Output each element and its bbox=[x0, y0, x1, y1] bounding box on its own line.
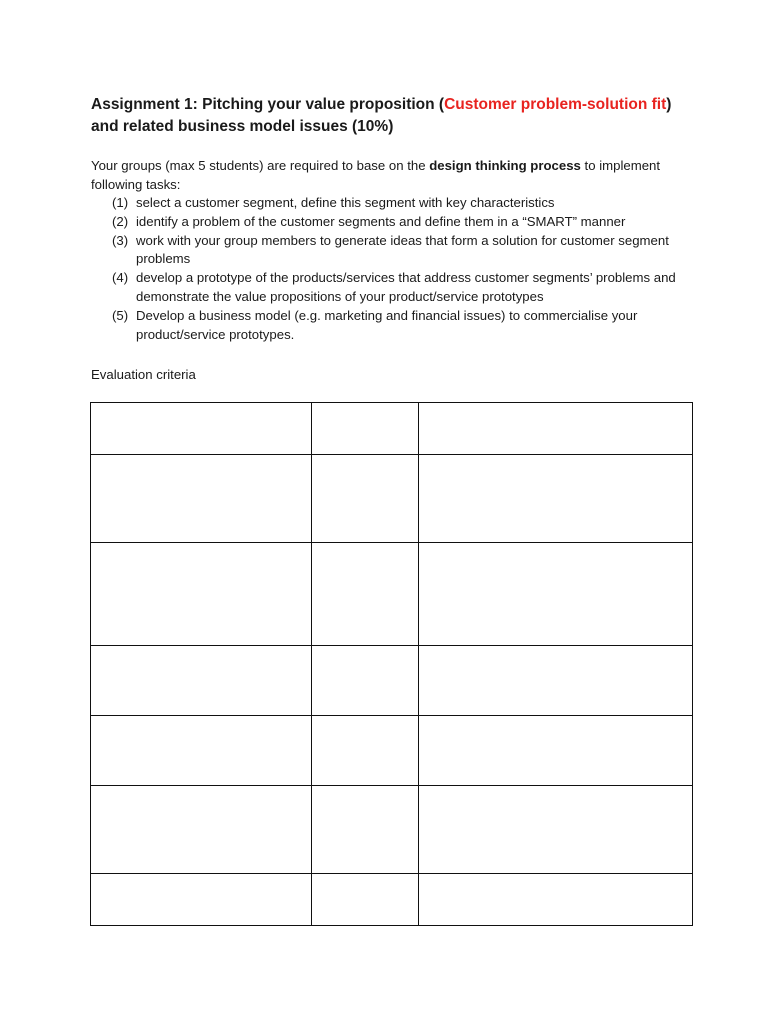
table-cell bbox=[91, 543, 312, 646]
title-line-2: and related business model issues (10%) bbox=[91, 118, 394, 135]
table-cell bbox=[91, 874, 312, 926]
title-suffix: ) bbox=[666, 96, 672, 113]
table-cell bbox=[91, 455, 312, 543]
task-item bbox=[91, 307, 711, 345]
task-item bbox=[91, 213, 711, 232]
table-cell bbox=[312, 716, 419, 786]
task-number: (2) bbox=[112, 213, 129, 229]
task-item bbox=[91, 269, 711, 307]
table-row bbox=[91, 543, 693, 646]
task-list bbox=[91, 194, 711, 344]
evaluation-criteria-label: Evaluation criteria bbox=[91, 367, 196, 382]
title-prefix: Assignment 1: Pitching your value proposition ( bbox=[91, 96, 445, 113]
table-row bbox=[91, 874, 693, 926]
table-cell bbox=[91, 403, 312, 455]
table-row bbox=[91, 403, 693, 455]
title-highlight: Customer problem-solution fit bbox=[444, 96, 667, 113]
table-cell bbox=[419, 716, 693, 786]
table-cell bbox=[419, 455, 693, 543]
evaluation-criteria-table bbox=[90, 402, 693, 926]
table-row bbox=[91, 716, 693, 786]
table-cell bbox=[312, 646, 419, 716]
intro-bold-term: design thinking process bbox=[429, 158, 581, 173]
task-number: (1) bbox=[112, 195, 129, 210]
table-cell bbox=[91, 786, 312, 874]
table-cell bbox=[91, 716, 312, 786]
task-number: (4) bbox=[112, 270, 129, 286]
table-row bbox=[91, 455, 693, 543]
table-cell bbox=[312, 786, 419, 874]
task-text: select a customer segment, define this segment with key characteristics bbox=[136, 195, 555, 210]
task-text: identify a problem of the customer segments and define them in a “SMART” manner bbox=[136, 213, 626, 229]
table-cell bbox=[419, 543, 693, 646]
task-number: (3) bbox=[112, 232, 129, 248]
task-text: develop a prototype of the products/services that address customer segments’ problems and demonstrate the value propositions of your product/service prototypes bbox=[136, 270, 676, 304]
task-text: Develop a business model (e.g. marketing and financial issues) to commercialise your product/service prototypes. bbox=[136, 307, 638, 342]
table-cell bbox=[419, 874, 693, 926]
table-row bbox=[91, 646, 693, 716]
intro-text-before: Your groups (max 5 students) are required to base on the bbox=[91, 158, 430, 173]
assignment-title bbox=[91, 94, 711, 138]
task-number: (5) bbox=[112, 307, 129, 323]
table-cell bbox=[312, 543, 419, 646]
intro-text-after: to implement following tasks: bbox=[91, 158, 661, 192]
table-cell bbox=[312, 403, 419, 455]
table-cell bbox=[419, 786, 693, 874]
table-row bbox=[91, 786, 693, 874]
table-cell bbox=[419, 403, 693, 455]
table-cell bbox=[91, 646, 312, 716]
table-cell bbox=[312, 455, 419, 543]
intro-paragraph bbox=[91, 157, 711, 194]
task-item bbox=[91, 232, 711, 270]
task-text: work with your group members to generate ideas that form a solution for customer segment problems bbox=[136, 232, 669, 267]
table-cell bbox=[419, 646, 693, 716]
table-cell bbox=[312, 874, 419, 926]
task-item bbox=[91, 194, 711, 213]
